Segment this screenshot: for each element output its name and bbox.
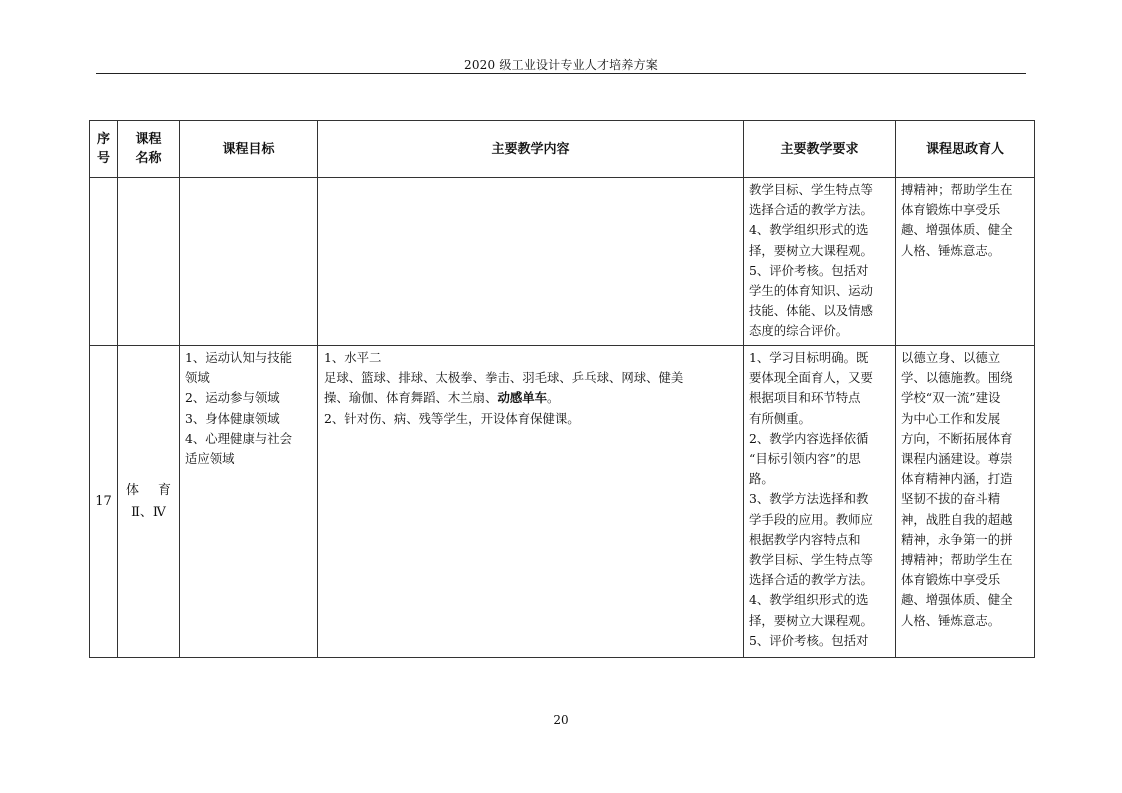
content-line-4: 2、针对伤、病、残等学生，开设体育保健课。: [324, 410, 580, 426]
cell-no-empty: [90, 178, 118, 346]
table-row-17: [90, 346, 1035, 658]
table-row-continued: [90, 178, 1035, 346]
cell-row-number: 17: [90, 346, 118, 658]
table-header-row: [90, 121, 1035, 178]
cell-content-empty: [318, 178, 744, 346]
cell-course-name: [118, 346, 180, 658]
content-line-3: 操、瑜伽、体育舞蹈、木兰扇、动感单车。: [324, 390, 560, 406]
col-header-name: 课程名称: [118, 121, 180, 178]
content-line-2: 足球、篮球、排球、太极拳、拳击、羽毛球、乒乓球、网球、健美: [324, 370, 684, 386]
col-header-goal: 课程目标: [180, 121, 318, 178]
course-name-char1: 体: [126, 482, 140, 498]
col-header-requirements: 主要教学要求: [744, 121, 896, 178]
content-bold-text: 动感单车: [497, 390, 548, 406]
header-rule: [96, 73, 1026, 74]
cell-name-empty: [118, 178, 180, 346]
col-header-ideology: 课程思政育人: [896, 121, 1035, 178]
cell-ideology-continued: 搏精神；帮助学生在 体育锻炼中享受乐 趣、增强体质、健全 人格、锤炼意志。: [896, 178, 1035, 346]
course-name-char2: 育: [157, 482, 171, 498]
cell-goal-empty: [180, 178, 318, 346]
col-header-no: 序号: [90, 121, 118, 178]
page-header-title: 2020 级工业设计专业人才培养方案: [464, 58, 658, 72]
curriculum-table: [89, 120, 1035, 658]
content-line-1: 1、水平二: [324, 350, 382, 365]
cell-requirements-continued: 教学目标、学生特点等 选择合适的教学方法。 4、教学组织形式的选 择，要树立大课程观。 5、评价考核。包括对 学生的体育知识、运动 技能、体能、以及情感 态度的综合评价。: [744, 178, 896, 346]
course-name-line1: [118, 480, 179, 502]
cell-ideology: 以德立身、以德立 学、以德施教。围绕 学校“双一流”建设 为中心工作和发展 方向，不断拓展体育 课程内涵建设。尊崇 体育精神内涵，打造 坚韧不拔的奋斗精 神，战胜自我的超越 精神，永争第一的拼 搏精神；帮助学生在 体育锻炼中享受乐 趣、增强体质、健全 人格、锤炼意志。: [896, 346, 1035, 658]
course-name-line2: Ⅱ、Ⅳ: [131, 504, 166, 520]
cell-course-content: [318, 346, 744, 658]
col-header-content: 主要教学内容: [318, 121, 744, 178]
cell-course-goal: 1、运动认知与技能 领域 2、运动参与领域 3、身体健康领域 4、心理健康与社会 适应领域: [180, 346, 318, 658]
page-number: 20: [553, 713, 569, 727]
cell-teaching-requirements: 1、学习目标明确。既 要体现全面育人，又要 根据项目和环节特点 有所侧重。 2、教学内容选择依循 “目标引领内容”的思 路。 3、教学方法选择和教 学手段的应用。教师应 根据教学内容特点和 教学目标、学生特点等 选择合适的教学方法。 4、教学组织形式的选 择，要树立大课程观。 5、评价考核。包括对: [744, 346, 896, 658]
